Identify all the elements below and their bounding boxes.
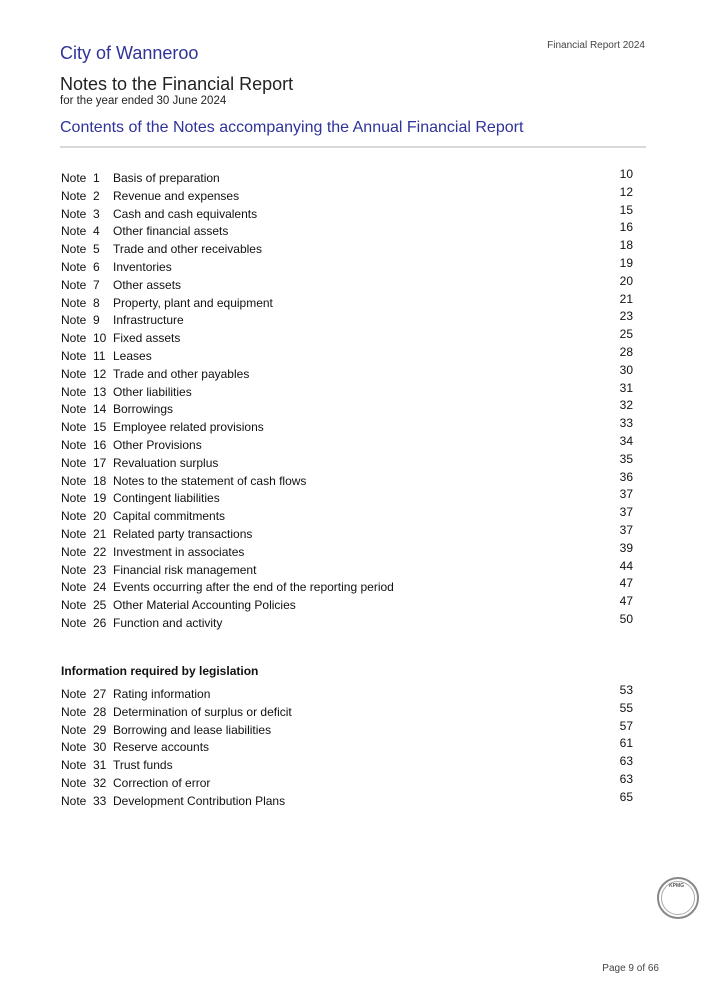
note-number: 11 — [93, 348, 106, 363]
note-page: 61 — [619, 736, 633, 751]
toc-row[interactable] — [61, 789, 633, 811]
toc-row[interactable] — [61, 771, 633, 793]
note-number: 7 — [93, 277, 100, 292]
note-page: 63 — [619, 754, 633, 769]
toc-row[interactable] — [61, 700, 633, 722]
note-label: Note — [61, 331, 87, 346]
note-label: Note — [61, 580, 87, 595]
note-number: 10 — [93, 331, 107, 346]
note-number: 26 — [93, 615, 107, 630]
note-title: Borrowing and lease liabilities — [113, 722, 272, 737]
note-title: Employee related provisions — [113, 420, 264, 435]
note-title: Notes to the statement of cash flows — [113, 473, 307, 488]
note-title: Other liabilities — [113, 384, 192, 399]
note-page: 47 — [619, 594, 633, 609]
note-page: 32 — [619, 398, 633, 413]
toc-row[interactable] — [61, 344, 633, 366]
note-label: Note — [61, 348, 87, 363]
toc-row[interactable] — [61, 291, 633, 313]
note-page: 57 — [619, 718, 633, 733]
note-label: Note — [61, 420, 87, 435]
note-page: 50 — [619, 611, 633, 626]
note-title: Investment in associates — [113, 544, 245, 559]
note-page: 37 — [619, 487, 633, 502]
note-number: 19 — [93, 491, 107, 506]
toc-row[interactable] — [61, 594, 633, 615]
note-title: Financial risk management — [113, 562, 257, 577]
legislation-notes-list — [61, 683, 633, 811]
note-number: 18 — [93, 473, 107, 488]
note-label: Note — [61, 758, 87, 773]
note-number: 29 — [93, 722, 107, 737]
note-number: 15 — [93, 420, 107, 435]
toc-row[interactable] — [61, 487, 633, 508]
note-label: Note — [61, 562, 87, 577]
note-page: 35 — [619, 451, 633, 466]
note-number: 32 — [93, 775, 107, 790]
note-label: Note — [61, 402, 87, 417]
note-label: Note — [61, 598, 87, 613]
note-label: Note — [61, 775, 87, 790]
note-label: Note — [61, 722, 87, 737]
note-title: Development Contribution Plans — [113, 793, 286, 808]
note-title: Trade and other receivables — [113, 242, 262, 257]
note-page: 34 — [619, 433, 633, 448]
note-label: Note — [61, 295, 87, 310]
stamp-text: KPMG — [669, 883, 684, 889]
toc-row[interactable] — [61, 451, 633, 473]
note-label: Note — [61, 366, 87, 381]
note-label: Note — [61, 687, 87, 701]
note-number: 1 — [93, 171, 100, 185]
note-title: Other Material Accounting Policies — [113, 598, 296, 613]
toc-row[interactable] — [61, 576, 633, 597]
note-page: 53 — [619, 683, 633, 697]
note-number: 24 — [93, 580, 107, 595]
note-page: 23 — [619, 309, 633, 324]
toc-row[interactable] — [61, 505, 633, 526]
note-number: 8 — [93, 295, 100, 310]
note-title: Other financial assets — [113, 224, 229, 239]
note-page: 37 — [619, 505, 633, 520]
note-page: 33 — [619, 416, 633, 431]
toc-row[interactable] — [61, 611, 633, 633]
note-number: 14 — [93, 402, 107, 417]
toc-row[interactable] — [61, 433, 633, 455]
toc-row[interactable] — [61, 416, 633, 437]
note-page: 28 — [619, 344, 633, 359]
note-title: Property, plant and equipment — [113, 295, 273, 310]
toc-row[interactable] — [61, 184, 633, 206]
note-label: Note — [61, 615, 87, 630]
note-title: Infrastructure — [113, 313, 184, 328]
toc-row[interactable] — [61, 238, 633, 259]
organisation-name: City of Wanneroo — [60, 43, 199, 63]
note-title: Rating information — [113, 687, 211, 701]
note-label: Note — [61, 188, 87, 203]
note-label: Note — [61, 242, 87, 257]
note-page: 65 — [619, 789, 633, 804]
note-label: Note — [61, 740, 87, 755]
note-number: 13 — [93, 384, 107, 399]
note-number: 4 — [93, 224, 100, 239]
note-title: Revaluation surplus — [113, 455, 219, 470]
note-number: 33 — [93, 793, 107, 808]
note-page: 44 — [619, 558, 633, 573]
toc-row[interactable] — [61, 718, 633, 740]
note-page: 30 — [619, 362, 633, 377]
note-number: 2 — [93, 188, 100, 203]
note-label: Note — [61, 544, 87, 559]
toc-row[interactable] — [61, 522, 633, 544]
note-label: Note — [61, 224, 87, 239]
note-label: Note — [61, 491, 87, 506]
note-label: Note — [61, 437, 87, 452]
note-number: 23 — [93, 562, 107, 577]
divider — [60, 146, 646, 148]
note-label: Note — [61, 509, 87, 524]
note-page: 12 — [619, 184, 633, 199]
note-title: Correction of error — [113, 775, 211, 790]
note-number: 25 — [93, 598, 107, 613]
note-title: Contingent liabilities — [113, 491, 220, 506]
toc-row[interactable] — [61, 167, 633, 188]
note-page: 19 — [619, 255, 633, 270]
toc-row[interactable] — [61, 736, 633, 757]
note-label: Note — [61, 171, 87, 185]
note-number: 5 — [93, 242, 100, 257]
report-tag: Financial Report 2024 — [547, 40, 645, 51]
note-page: 36 — [619, 469, 633, 484]
kpmg-stamp — [657, 877, 699, 919]
note-title: Cash and cash equivalents — [113, 206, 258, 221]
toc-row[interactable] — [61, 327, 633, 348]
note-label: Note — [61, 526, 87, 541]
toc-row[interactable] — [61, 380, 633, 402]
toc-row[interactable] — [61, 540, 633, 562]
note-label: Note — [61, 704, 87, 719]
note-number: 31 — [93, 758, 107, 773]
note-number: 30 — [93, 740, 107, 755]
note-title: Other assets — [113, 277, 182, 292]
note-number: 28 — [93, 704, 107, 719]
note-page: 55 — [619, 700, 633, 715]
note-label: Note — [61, 793, 87, 808]
note-page: 31 — [619, 380, 633, 395]
note-page: 15 — [619, 202, 633, 217]
note-number: 22 — [93, 544, 107, 559]
note-number: 27 — [93, 687, 107, 701]
note-title: Reserve accounts — [113, 740, 210, 755]
note-title: Borrowings — [113, 402, 174, 417]
note-number: 21 — [93, 526, 107, 541]
note-label: Note — [61, 455, 87, 470]
note-label: Note — [61, 384, 87, 399]
toc-row[interactable] — [61, 255, 633, 277]
note-page: 47 — [619, 576, 633, 591]
note-label: Note — [61, 277, 87, 292]
note-number: 9 — [93, 313, 100, 328]
note-label: Note — [61, 473, 87, 488]
toc-row[interactable] — [61, 362, 633, 384]
note-page: 20 — [619, 273, 633, 288]
toc-row[interactable] — [61, 202, 633, 224]
toc-row[interactable] — [61, 273, 633, 295]
note-label: Note — [61, 259, 87, 274]
legislation-heading: Information required by legislation — [61, 664, 259, 678]
note-title: Basis of preparation — [113, 171, 220, 185]
page-title: Notes to the Financial Report — [60, 74, 294, 94]
note-title: Function and activity — [113, 615, 223, 630]
contents-title: Contents of the Notes accompanying the Annual Financial Report — [60, 119, 524, 136]
note-title: Capital commitments — [113, 509, 226, 524]
note-page: 18 — [619, 238, 633, 253]
note-page: 39 — [619, 540, 633, 555]
note-label: Note — [61, 206, 87, 221]
note-number: 3 — [93, 206, 100, 221]
note-number: 17 — [93, 455, 107, 470]
toc-row[interactable] — [61, 398, 633, 419]
note-page: 10 — [619, 167, 633, 181]
note-page: 63 — [619, 771, 633, 786]
note-page: 21 — [619, 291, 633, 306]
note-title: Trust funds — [113, 758, 173, 773]
note-number: 16 — [93, 437, 107, 452]
note-number: 6 — [93, 259, 100, 274]
note-title: Events occurring after the end of the reporting period — [113, 580, 394, 595]
page-subtitle: for the year ended 30 June 2024 — [60, 95, 227, 107]
note-page: 16 — [619, 220, 633, 235]
note-title: Determination of surplus or deficit — [113, 704, 292, 719]
note-title: Trade and other payables — [113, 366, 250, 381]
note-title: Revenue and expenses — [113, 188, 240, 203]
page-number: Page 9 of 66 — [602, 963, 659, 974]
toc-row[interactable] — [61, 220, 633, 241]
toc-row[interactable] — [61, 683, 633, 704]
toc-row[interactable] — [61, 558, 633, 580]
note-title: Inventories — [113, 259, 172, 274]
note-page: 25 — [619, 327, 633, 342]
notes-list — [61, 167, 633, 633]
toc-row[interactable] — [61, 469, 633, 491]
toc-row[interactable] — [61, 754, 633, 775]
note-page: 37 — [619, 522, 633, 537]
note-title: Leases — [113, 348, 152, 363]
note-number: 12 — [93, 366, 107, 381]
note-title: Other Provisions — [113, 437, 202, 452]
note-title: Fixed assets — [113, 331, 181, 346]
toc-row[interactable] — [61, 309, 633, 330]
note-title: Related party transactions — [113, 526, 253, 541]
note-number: 20 — [93, 509, 107, 524]
note-label: Note — [61, 313, 87, 328]
